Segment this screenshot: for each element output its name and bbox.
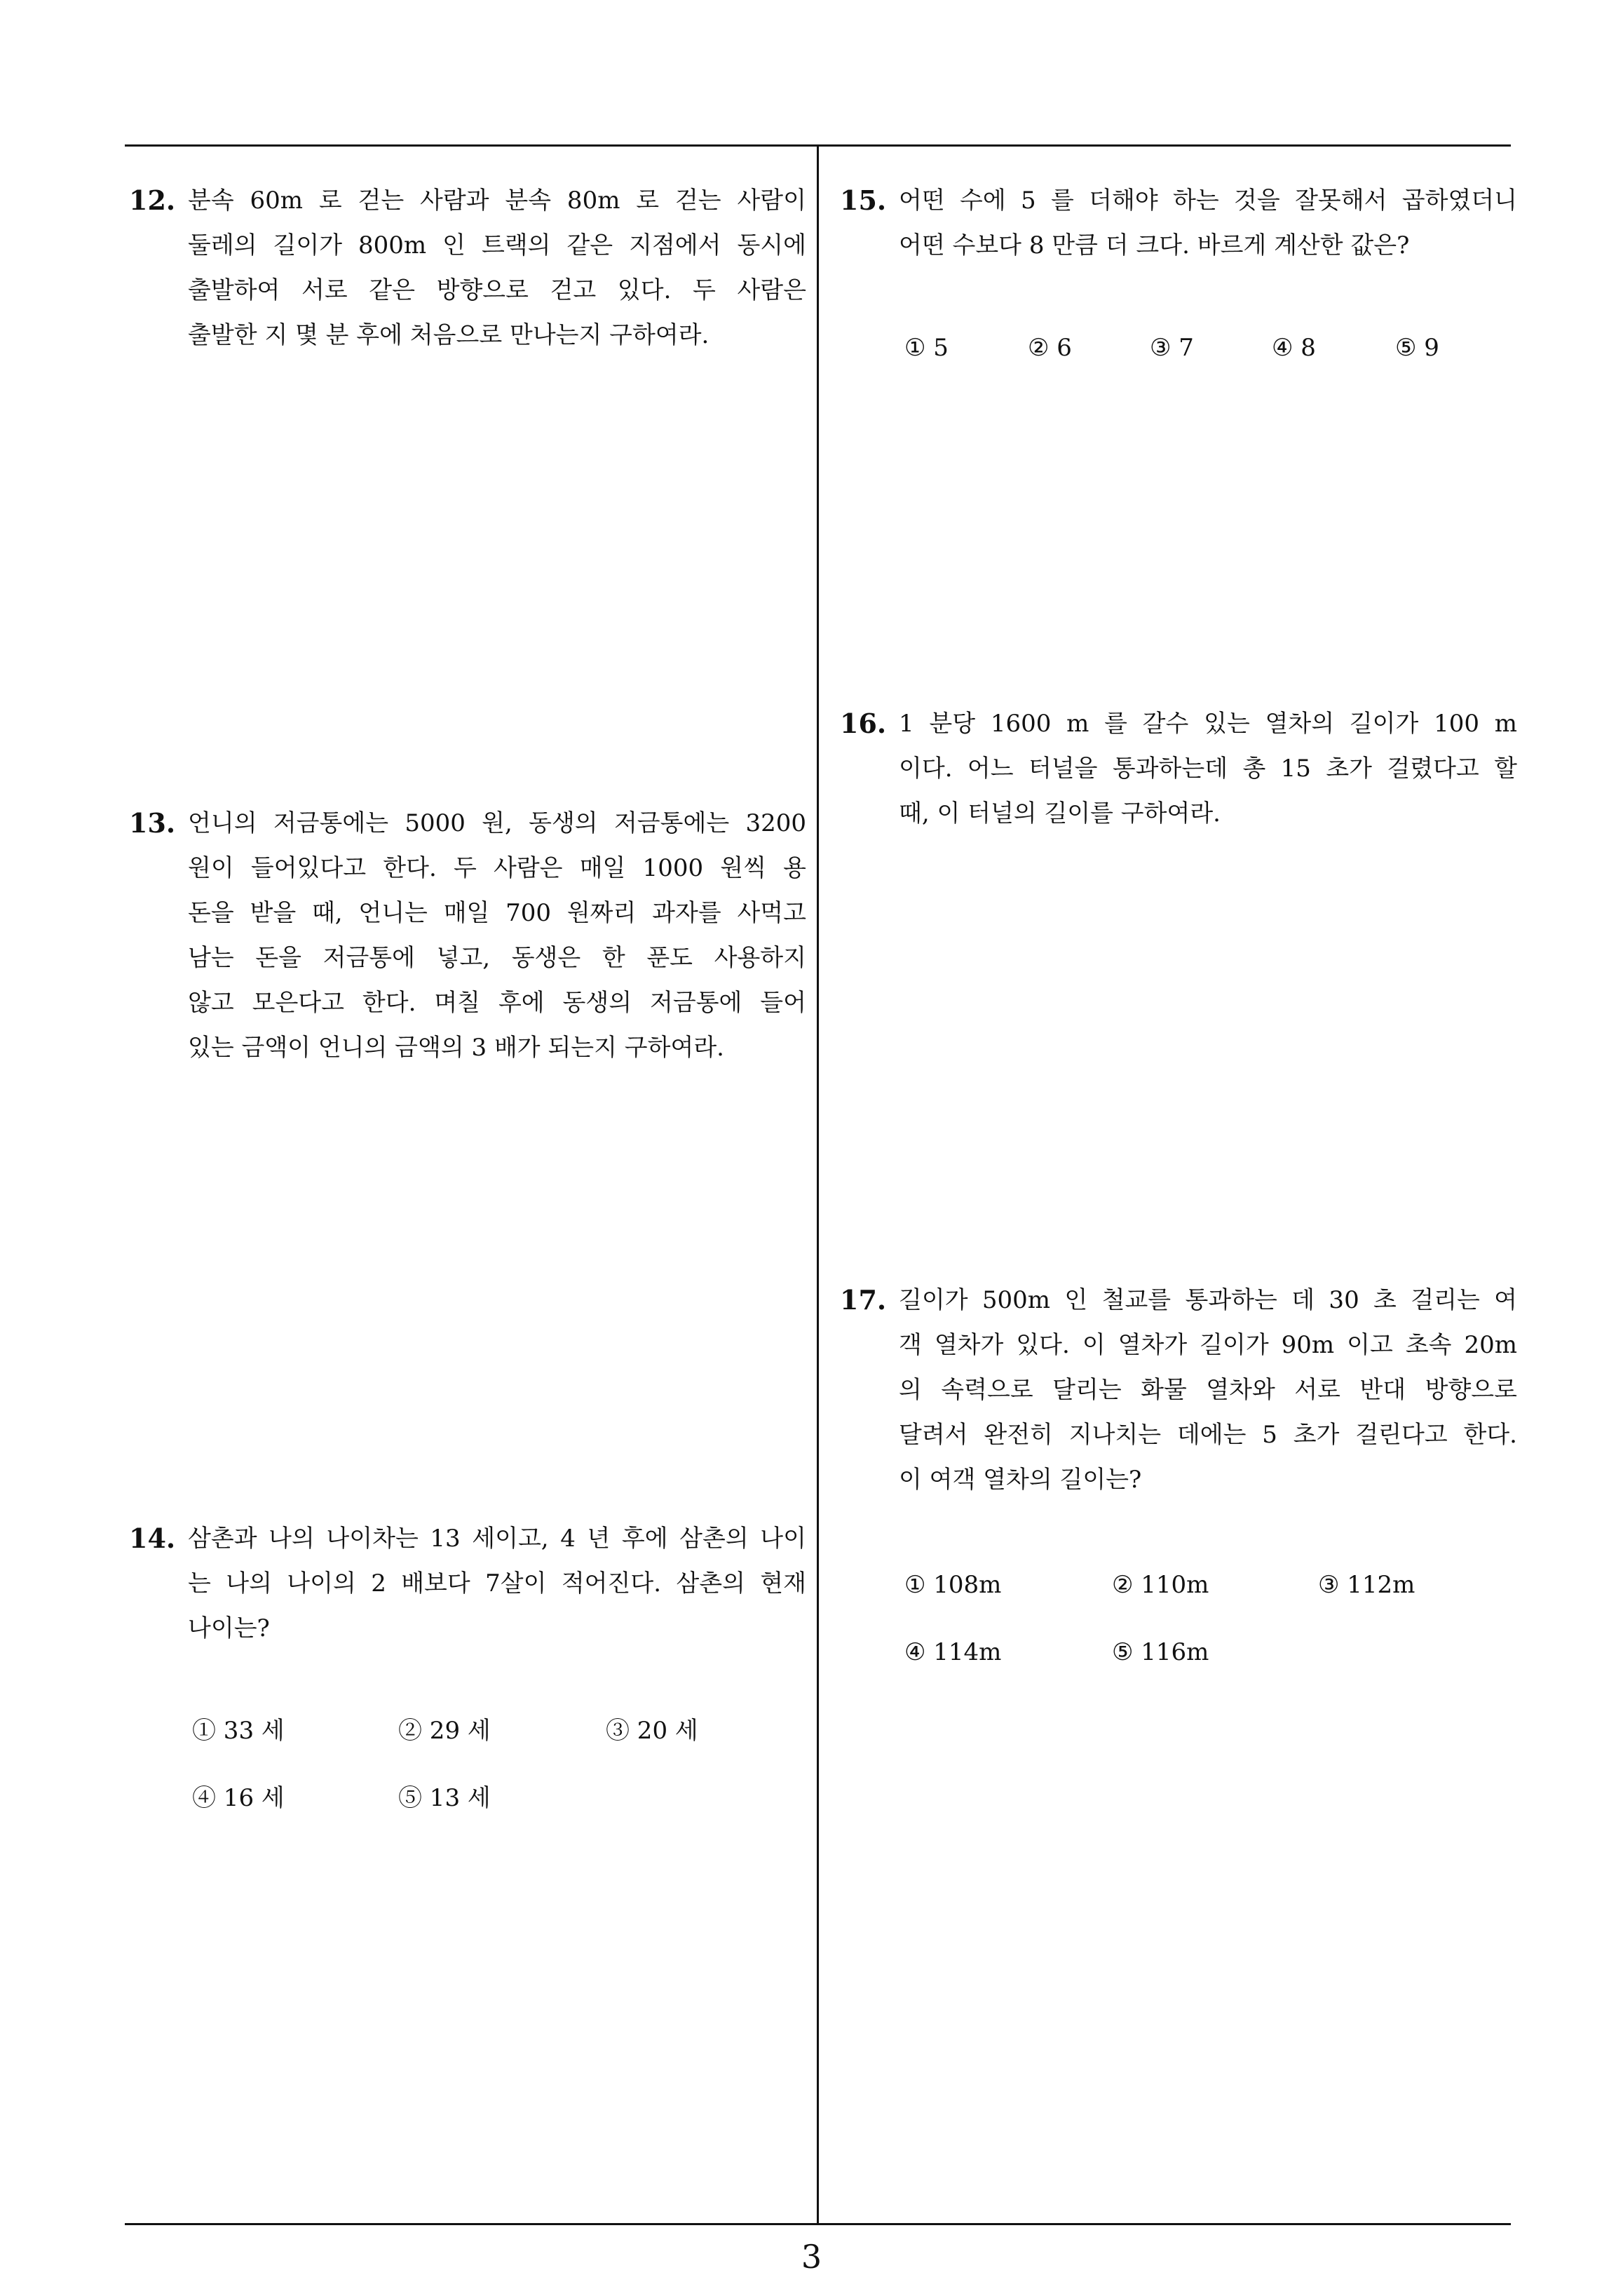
problem-line: 때, 이 터널의 길이를 구하여라. <box>899 799 1221 828</box>
problem-text <box>188 1516 806 1651</box>
problem-line: 객 열차가 있다. 이 열차가 길이가 90m 이고 초속 20m <box>899 1331 1517 1359</box>
problem-line: 나이는? <box>188 1614 270 1642</box>
problem-line: 출발한 지 몇 분 후에 처음으로 만나는지 구하여라. <box>188 321 709 349</box>
choice-4[interactable]: ④ 114m <box>904 1638 1002 1666</box>
problem-line: 의 속력으로 달리는 화물 열차와 서로 반대 방향으로 <box>899 1376 1517 1404</box>
problem-text <box>899 1278 1517 1502</box>
problem-line: 남는 돈을 저금통에 넣고, 동생은 한 푼도 사용하지 <box>188 944 806 972</box>
problem-number: 17. <box>840 1284 887 1316</box>
choice-5[interactable]: ⑤ 9 <box>1395 334 1439 362</box>
choice-1[interactable]: ① 5 <box>904 334 949 362</box>
problem-line: 어떤 수에 5 를 더해야 하는 것을 잘못해서 곱하였더니 <box>899 187 1517 215</box>
problem-line: 달려서 완전히 지나치는 데에는 5 초가 걸린다고 한다. <box>899 1421 1517 1449</box>
page-number: 3 <box>801 2238 822 2276</box>
problem-line: 않고 모은다고 한다. 며칠 후에 동생의 저금통에 들어 <box>188 989 806 1017</box>
choice-2[interactable]: ② 110m <box>1112 1571 1209 1599</box>
problem-line: 이다. 어느 터널을 통과하는데 총 15 초가 걸렸다고 할 <box>899 755 1517 783</box>
problem-line: 원이 들어있다고 한다. 두 사람은 매일 1000 원씩 용 <box>188 854 806 882</box>
problem-number: 14. <box>129 1522 176 1554</box>
problem-number: 13. <box>129 807 176 839</box>
choice-5[interactable]: ⑤ 116m <box>1112 1638 1209 1666</box>
problem-line: 는 나의 나이의 2 배보다 7살이 적어진다. 삼촌의 현재 <box>188 1569 806 1598</box>
problem-line: 1 분당 1600 m 를 갈수 있는 열차의 길이가 100 m <box>899 710 1517 738</box>
problem-text <box>188 178 806 358</box>
choice-5[interactable]: ⑤ 13 세 <box>398 1784 491 1812</box>
problem-line: 삼촌과 나의 나이차는 13 세이고, 4 년 후에 삼촌의 나이 <box>188 1525 806 1553</box>
choice-1[interactable]: ① 33 세 <box>192 1717 285 1745</box>
problem-line: 어떤 수보다 8 만큼 더 크다. 바르게 계산한 값은? <box>899 231 1410 259</box>
problem-line: 출발하여 서로 같은 방향으로 걷고 있다. 두 사람은 <box>188 276 806 304</box>
problem-number: 15. <box>840 184 887 216</box>
problem-line: 이 여객 열차의 길이는? <box>899 1466 1142 1494</box>
choice-4[interactable]: ④ 16 세 <box>192 1784 285 1812</box>
problem-line: 길이가 500m 인 철교를 통과하는 데 30 초 걸리는 여 <box>899 1286 1517 1314</box>
choice-4[interactable]: ④ 8 <box>1272 334 1316 362</box>
problem-line: 언니의 저금통에는 5000 원, 동생의 저금통에는 3200 <box>188 809 806 837</box>
bottom-rule <box>125 2223 1511 2225</box>
choice-2[interactable]: ② 29 세 <box>398 1717 491 1745</box>
choice-3[interactable]: ③ 112m <box>1318 1571 1415 1599</box>
choice-2[interactable]: ② 6 <box>1028 334 1072 362</box>
problem-line: 있는 금액이 언니의 금액의 3 배가 되는지 구하여라. <box>188 1034 724 1062</box>
problem-number: 12. <box>129 184 176 216</box>
problem-line: 둘레의 길이가 800m 인 트랙의 같은 지점에서 동시에 <box>188 231 806 259</box>
problem-text <box>899 701 1517 836</box>
problem-number: 16. <box>840 708 887 739</box>
choice-3[interactable]: ③ 20 세 <box>606 1717 698 1745</box>
choice-1[interactable]: ① 108m <box>904 1571 1002 1599</box>
problem-text <box>899 178 1517 268</box>
problem-line: 분속 60m 로 걷는 사람과 분속 80m 로 걷는 사람이 <box>188 187 806 215</box>
choice-3[interactable]: ③ 7 <box>1150 334 1194 362</box>
problem-text <box>188 801 806 1070</box>
column-divider <box>817 144 819 2224</box>
problem-line: 돈을 받을 때, 언니는 매일 700 원짜리 과자를 사먹고 <box>188 899 806 927</box>
